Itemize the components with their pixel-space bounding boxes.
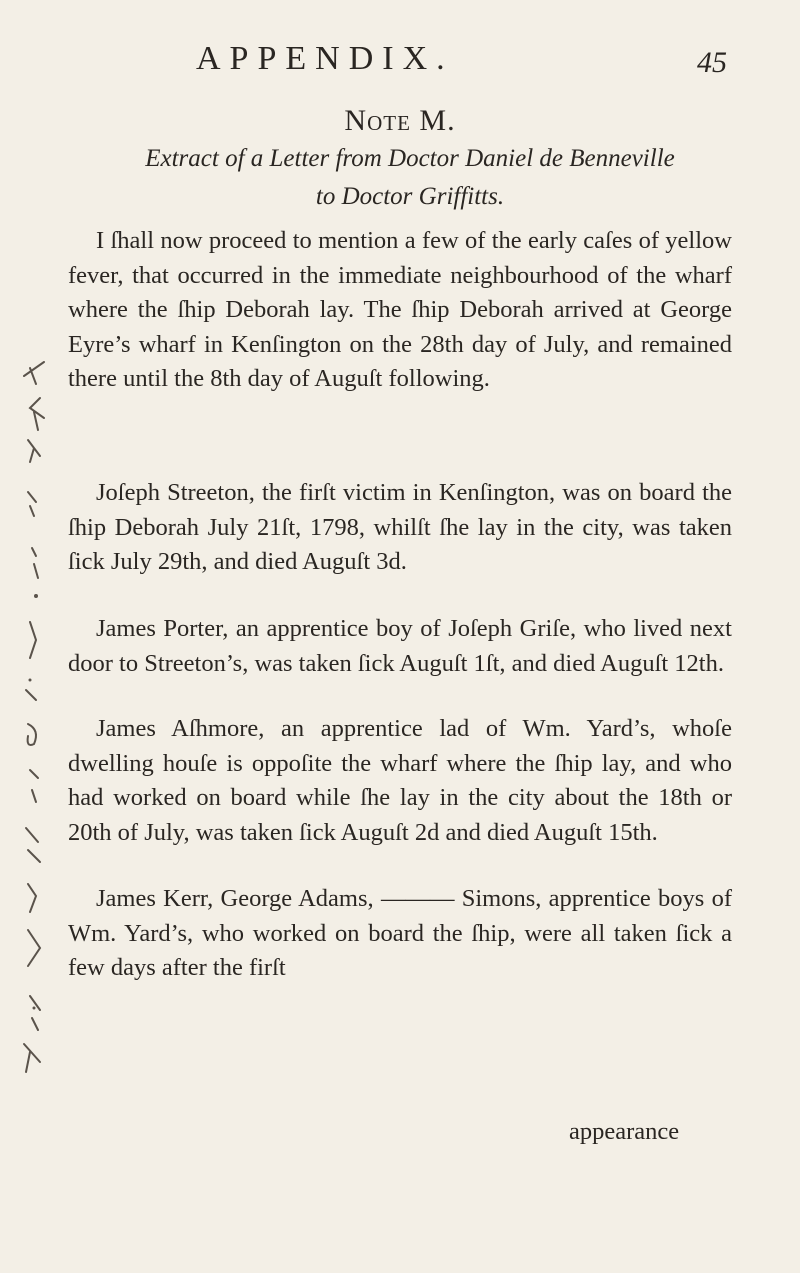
catchword: appearance xyxy=(569,1118,680,1145)
paragraph-ashmore xyxy=(68,712,732,850)
paragraph-text: James Aſhmore, an apprentice lad of Wm. Yard’s, whoſe dwelling houſe is oppoſite the wharf where the ſhip lay, and who had worked on board while ſhe lay in the city about the 18th or 20th of July, was taken ſick Auguſt 2d and died Auguſt 15th. xyxy=(68,715,732,846)
page-number: 45 xyxy=(697,46,727,79)
paragraph-early-cases xyxy=(68,224,732,397)
paragraph-text: James Porter, an apprentice boy of Joſeph Griſe, who lived next door to Streeton’s, was taken ſick Auguſt 1ſt, and died Auguſt 12th. xyxy=(68,615,732,677)
paragraph-porter xyxy=(68,612,732,681)
margin-bleed-through-marks xyxy=(0,0,120,1273)
paragraph-streeton xyxy=(68,476,732,580)
paragraph-text: James Kerr, George Adams, ——— Simons, apprentice boys of Wm. Yard’s, who worked on board the ſhip, were all taken ſick a few days after the firſt xyxy=(68,885,732,981)
extract-title xyxy=(60,140,760,216)
paragraph-kerr-adams-simons xyxy=(68,882,732,986)
paragraph-text: Joſeph Streeton, the firſt victim in Kenſington, was on board the ſhip Deborah July 21ſt, 1798, whilſt ſhe lay in the city, was taken ſick July 29th, and died Auguſt 3d. xyxy=(68,479,732,575)
extract-title-line-1: Extract of a Letter from Doctor Daniel de Benneville xyxy=(145,145,675,172)
note-title: Note M. xyxy=(344,104,456,137)
paragraph-text: I ſhall now proceed to mention a few of the early caſes of yellow fever, that occurred in the immediate neighbourhood of the wharf where the ſhip Deborah lay. The ſhip Deborah arrived at George Eyre’s wharf in Kenſington on the 28th day of July, and remained there until the 8th day of Auguſt following. xyxy=(68,227,732,392)
extract-title-line-2: to Doctor Griffitts. xyxy=(315,183,505,210)
running-head: APPENDIX. xyxy=(196,40,454,77)
